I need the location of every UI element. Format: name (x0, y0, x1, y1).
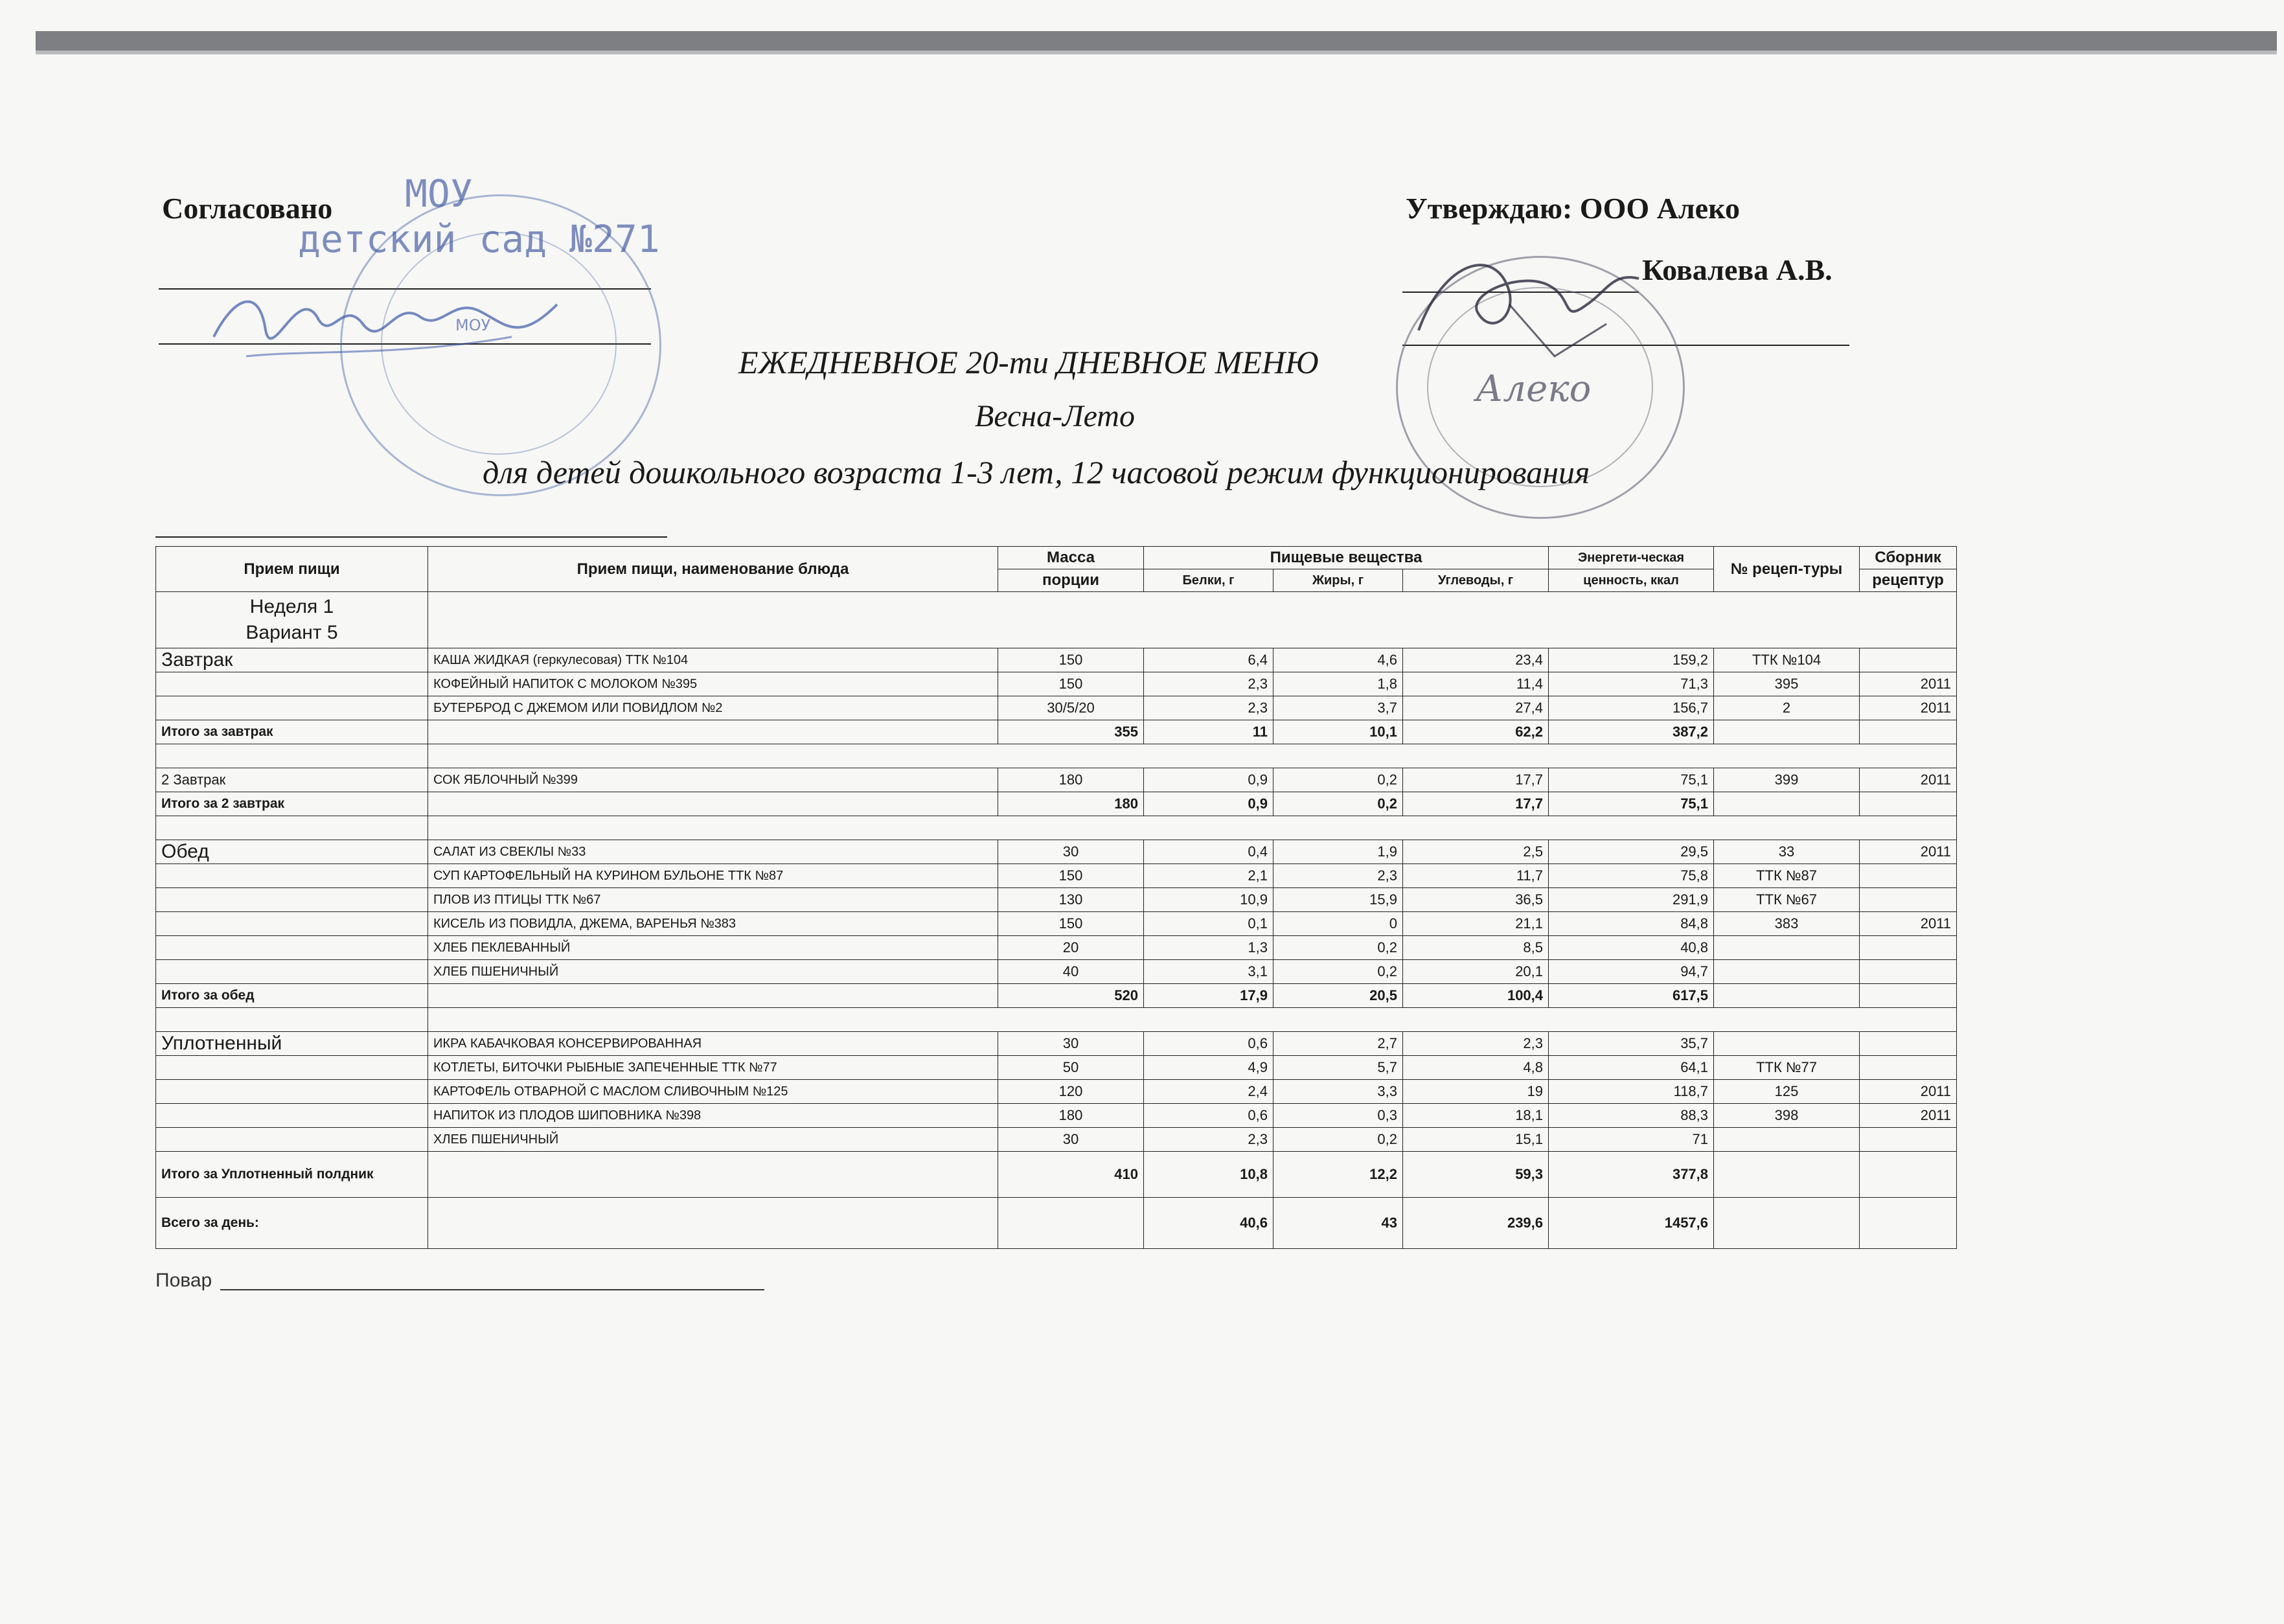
cell-collection (1860, 1032, 1957, 1056)
cell-recipe: ТТК №87 (1714, 864, 1860, 888)
table-row (156, 912, 1957, 936)
spacer-row (156, 1008, 1957, 1032)
cell-mass: 50 (998, 1056, 1144, 1080)
cell-dish: ПЛОВ ИЗ ПТИЦЫ ТТК №67 (428, 888, 998, 912)
cell-collection (1860, 1152, 1957, 1198)
cell-carbs: 11,4 (1403, 672, 1549, 696)
col-mass-2: порции (998, 569, 1144, 592)
cell-recipe: ТТК №67 (1714, 888, 1860, 912)
company-stamp-text: Алеко (1476, 368, 1592, 410)
menu-subtitle: для детей дошкольного возраста 1-3 лет, 12 часовой режим функционирования (483, 454, 1590, 490)
cell-energy: 64,1 (1549, 1056, 1714, 1080)
cell-fat: 15,9 (1273, 888, 1403, 912)
cell-meal (156, 888, 428, 912)
table-row (156, 960, 1957, 984)
cell-energy: 35,7 (1549, 1032, 1714, 1056)
cell-carbs: 17,7 (1403, 792, 1549, 816)
cell-protein: 2,3 (1144, 672, 1273, 696)
cell-recipe: 398 (1714, 1104, 1860, 1128)
cell-energy: 94,7 (1549, 960, 1714, 984)
menu-season: Весна-Лето (975, 399, 1135, 433)
col-meal: Прием пищи (156, 547, 428, 592)
col-energy-2: ценность, ккал (1549, 569, 1714, 592)
cell-dish (428, 1152, 998, 1198)
col-carbs: Углеводы, г (1403, 569, 1549, 592)
cell-energy: 159,2 (1549, 648, 1714, 672)
cell-protein: 0,1 (1144, 912, 1273, 936)
cell-carbs: 21,1 (1403, 912, 1549, 936)
approver-name: Ковалева А.В. (1642, 253, 1833, 286)
approve-label: Утверждаю: ООО Алеко (1406, 192, 1740, 225)
table-row (156, 696, 1957, 720)
agreed-label: Согласовано (162, 192, 333, 225)
cell-dish: ХЛЕБ ПШЕНИЧНЫЙ (428, 1128, 998, 1152)
cell-mass: 180 (998, 1104, 1144, 1128)
cell-mass: 410 (998, 1152, 1144, 1198)
col-nutrients: Пищевые вещества (1144, 547, 1549, 569)
spacer-row (156, 816, 1957, 840)
cell-fat: 10,1 (1273, 720, 1403, 744)
cell-carbs: 239,6 (1403, 1198, 1549, 1249)
cell-meal: 2 Завтрак (156, 768, 428, 792)
cell-carbs: 36,5 (1403, 888, 1549, 912)
total-row (156, 984, 1957, 1008)
cell-meal: Всего за день: (156, 1198, 428, 1249)
cell-fat: 2,3 (1273, 864, 1403, 888)
cell-collection (1860, 864, 1957, 888)
col-collection: Сборник (1860, 547, 1957, 569)
cell-meal: Итого за обед (156, 984, 428, 1008)
spacer-cell (428, 1008, 1957, 1032)
table-row (156, 1104, 1957, 1128)
cell-carbs: 59,3 (1403, 1152, 1549, 1198)
cell-meal: Итого за завтрак (156, 720, 428, 744)
week-label: Неделя 1 (249, 596, 334, 617)
cell-collection: 2011 (1860, 912, 1957, 936)
cell-fat: 2,7 (1273, 1032, 1403, 1056)
cell-meal (156, 864, 428, 888)
cell-fat: 12,2 (1273, 1152, 1403, 1198)
cell-protein: 3,1 (1144, 960, 1273, 984)
cell-mass: 30 (998, 840, 1144, 864)
cell-recipe (1714, 936, 1860, 960)
cell-carbs: 15,1 (1403, 1128, 1549, 1152)
cook-signature-line (220, 1289, 764, 1290)
cell-carbs: 100,4 (1403, 984, 1549, 1008)
cell-collection: 2011 (1860, 672, 1957, 696)
scan-edge-bar (36, 31, 2277, 53)
cell-carbs: 2,5 (1403, 840, 1549, 864)
cell-recipe (1714, 960, 1860, 984)
spacer-row (156, 744, 1957, 768)
right-handwritten-signature (1393, 233, 1665, 363)
cell-collection: 2011 (1860, 1104, 1957, 1128)
cell-mass (998, 1198, 1144, 1249)
cell-mass: 40 (998, 960, 1144, 984)
cell-collection: 2011 (1860, 696, 1957, 720)
stamp-org-line1: МОУ (405, 172, 473, 216)
cell-recipe (1714, 984, 1860, 1008)
cell-protein: 40,6 (1144, 1198, 1273, 1249)
cell-meal (156, 1056, 428, 1080)
cell-protein: 2,3 (1144, 696, 1273, 720)
cell-dish (428, 792, 998, 816)
cell-energy: 156,7 (1549, 696, 1714, 720)
cell-mass: 355 (998, 720, 1144, 744)
table-row (156, 864, 1957, 888)
cell-mass: 180 (998, 768, 1144, 792)
cell-dish: БУТЕРБРОД С ДЖЕМОМ ИЛИ ПОВИДЛОМ №2 (428, 696, 998, 720)
cell-mass: 150 (998, 672, 1144, 696)
cell-mass: 20 (998, 936, 1144, 960)
cell-collection (1860, 648, 1957, 672)
cell-energy: 75,1 (1549, 792, 1714, 816)
menu-title: ЕЖЕДНЕВНОЕ 20-ти ДНЕВНОЕ МЕНЮ (738, 344, 1319, 380)
cell-dish: КОФЕЙНЫЙ НАПИТОК С МОЛОКОМ №395 (428, 672, 998, 696)
cell-collection: 2011 (1860, 840, 1957, 864)
cell-protein: 0,4 (1144, 840, 1273, 864)
cell-fat: 20,5 (1273, 984, 1403, 1008)
week-spacer (428, 592, 1957, 648)
cell-fat: 3,7 (1273, 696, 1403, 720)
cell-dish: НАПИТОК ИЗ ПЛОДОВ ШИПОВНИКА №398 (428, 1104, 998, 1128)
cell-collection (1860, 888, 1957, 912)
cell-mass: 30 (998, 1128, 1144, 1152)
cell-dish: ХЛЕБ ПЕКЛЕВАННЫЙ (428, 936, 998, 960)
cell-recipe (1714, 1198, 1860, 1249)
cell-dish: КИСЕЛЬ ИЗ ПОВИДЛА, ДЖЕМА, ВАРЕНЬЯ №383 (428, 912, 998, 936)
cell-fat: 1,8 (1273, 672, 1403, 696)
cell-energy: 40,8 (1549, 936, 1714, 960)
cell-fat: 3,3 (1273, 1080, 1403, 1104)
col-recipe: № рецеп-туры (1714, 547, 1860, 592)
cell-carbs: 20,1 (1403, 960, 1549, 984)
cell-recipe: 2 (1714, 696, 1860, 720)
cell-dish: КАША ЖИДКАЯ (геркулесовая) ТТК №104 (428, 648, 998, 672)
cell-mass: 150 (998, 912, 1144, 936)
cell-meal (156, 1104, 428, 1128)
cell-meal (156, 1080, 428, 1104)
cell-recipe: 395 (1714, 672, 1860, 696)
spacer-cell (428, 816, 1957, 840)
total-row (156, 720, 1957, 744)
col-mass: Масса (998, 547, 1144, 569)
cell-mass: 520 (998, 984, 1144, 1008)
col-dish: Прием пищи, наименование блюда (428, 547, 998, 592)
cell-recipe: 383 (1714, 912, 1860, 936)
cell-collection (1860, 792, 1957, 816)
cell-collection (1860, 720, 1957, 744)
cell-energy: 1457,6 (1549, 1198, 1714, 1249)
cell-carbs: 17,7 (1403, 768, 1549, 792)
cell-energy: 118,7 (1549, 1080, 1714, 1104)
col-collection-2: рецептур (1860, 569, 1957, 592)
cell-fat: 0,2 (1273, 768, 1403, 792)
cell-recipe: ТТК №77 (1714, 1056, 1860, 1080)
cell-meal (156, 936, 428, 960)
cell-protein: 6,4 (1144, 648, 1273, 672)
table-row (156, 1032, 1957, 1056)
cell-protein: 1,3 (1144, 936, 1273, 960)
cell-energy: 29,5 (1549, 840, 1714, 864)
stamp-inner-text: МОУ (455, 316, 491, 334)
cell-protein: 10,9 (1144, 888, 1273, 912)
cook-label: Повар (155, 1270, 212, 1291)
table-row (156, 1080, 1957, 1104)
variant-label: Вариант 5 (246, 622, 338, 643)
cell-recipe (1714, 1032, 1860, 1056)
cell-recipe: 399 (1714, 768, 1860, 792)
cell-mass: 120 (998, 1080, 1144, 1104)
cell-energy: 71 (1549, 1128, 1714, 1152)
cell-carbs: 19 (1403, 1080, 1549, 1104)
cell-protein: 0,9 (1144, 792, 1273, 816)
cell-collection (1860, 984, 1957, 1008)
cell-dish: КОТЛЕТЫ, БИТОЧКИ РЫБНЫЕ ЗАПЕЧЕННЫЕ ТТК №77 (428, 1056, 998, 1080)
cell-protein: 17,9 (1144, 984, 1273, 1008)
cell-energy: 88,3 (1549, 1104, 1714, 1128)
cell-mass: 150 (998, 864, 1144, 888)
cell-protein: 2,3 (1144, 1128, 1273, 1152)
cell-energy: 75,8 (1549, 864, 1714, 888)
scan-edge-bar-shadow (36, 51, 2277, 54)
cell-meal: Завтрак (156, 648, 428, 672)
cell-fat: 4,6 (1273, 648, 1403, 672)
cell-meal: Обед (156, 840, 428, 864)
cell-fat: 1,9 (1273, 840, 1403, 864)
cell-collection (1860, 1198, 1957, 1249)
cell-recipe: 125 (1714, 1080, 1860, 1104)
table-row (156, 1128, 1957, 1152)
cell-dish (428, 984, 998, 1008)
col-protein: Белки, г (1144, 569, 1273, 592)
cell-carbs: 8,5 (1403, 936, 1549, 960)
cell-meal: Уплотненный (156, 1032, 428, 1056)
table-row (156, 888, 1957, 912)
col-energy: Энергети-ческая (1549, 547, 1714, 569)
cell-carbs: 11,7 (1403, 864, 1549, 888)
stamp-org-line2: детский сад №271 (298, 217, 660, 261)
cell-carbs: 2,3 (1403, 1032, 1549, 1056)
col-fat: Жиры, г (1273, 569, 1403, 592)
cell-collection (1860, 1056, 1957, 1080)
cell-meal (156, 1128, 428, 1152)
table-row (156, 672, 1957, 696)
cell-protein: 2,4 (1144, 1080, 1273, 1104)
cell-fat: 43 (1273, 1198, 1403, 1249)
cell-fat: 0,2 (1273, 960, 1403, 984)
cell-recipe (1714, 720, 1860, 744)
cell-dish: ИКРА КАБАЧКОВАЯ КОНСЕРВИРОВАННАЯ (428, 1032, 998, 1056)
cell-energy: 71,3 (1549, 672, 1714, 696)
menu-table (155, 546, 1957, 1249)
cell-protein: 4,9 (1144, 1056, 1273, 1080)
cell-mass: 30/5/20 (998, 696, 1144, 720)
spacer-cell (156, 1008, 428, 1032)
cell-recipe: ТТК №104 (1714, 648, 1860, 672)
cell-dish (428, 1198, 998, 1249)
table-row (156, 936, 1957, 960)
cell-carbs: 4,8 (1403, 1056, 1549, 1080)
total-row (156, 1198, 1957, 1249)
cell-protein: 0,9 (1144, 768, 1273, 792)
table-row (156, 648, 1957, 672)
cell-energy: 617,5 (1549, 984, 1714, 1008)
cell-carbs: 62,2 (1403, 720, 1549, 744)
table-row (156, 1056, 1957, 1080)
cell-energy: 84,8 (1549, 912, 1714, 936)
cell-recipe (1714, 1128, 1860, 1152)
cell-carbs: 18,1 (1403, 1104, 1549, 1128)
cell-dish: СУП КАРТОФЕЛЬНЫЙ НА КУРИНОМ БУЛЬОНЕ ТТК №87 (428, 864, 998, 888)
cell-mass: 180 (998, 792, 1144, 816)
cell-meal: Итого за Уплотненный полдник (156, 1152, 428, 1198)
cell-recipe (1714, 792, 1860, 816)
cell-recipe: 33 (1714, 840, 1860, 864)
cell-energy: 75,1 (1549, 768, 1714, 792)
spacer-cell (156, 816, 428, 840)
cell-mass: 130 (998, 888, 1144, 912)
cell-protein: 0,6 (1144, 1104, 1273, 1128)
cell-collection: 2011 (1860, 768, 1957, 792)
cell-collection (1860, 960, 1957, 984)
cell-fat: 0 (1273, 912, 1403, 936)
cell-fat: 0,2 (1273, 936, 1403, 960)
cell-carbs: 23,4 (1403, 648, 1549, 672)
cell-carbs: 27,4 (1403, 696, 1549, 720)
cell-meal (156, 960, 428, 984)
cell-fat: 0,2 (1273, 792, 1403, 816)
cell-recipe (1714, 1152, 1860, 1198)
cell-collection (1860, 1128, 1957, 1152)
total-row (156, 1152, 1957, 1198)
table-row (156, 840, 1957, 864)
cell-fat: 0,3 (1273, 1104, 1403, 1128)
cell-protein: 10,8 (1144, 1152, 1273, 1198)
title-underline (155, 536, 667, 538)
week-cell (156, 592, 428, 648)
left-handwritten-signature (207, 259, 570, 376)
cell-dish (428, 720, 998, 744)
spacer-cell (428, 744, 1957, 768)
cell-energy: 377,8 (1549, 1152, 1714, 1198)
cell-fat: 5,7 (1273, 1056, 1403, 1080)
cell-meal (156, 696, 428, 720)
cell-energy: 387,2 (1549, 720, 1714, 744)
cell-mass: 150 (998, 648, 1144, 672)
table-row (156, 768, 1957, 792)
cell-collection: 2011 (1860, 1080, 1957, 1104)
cell-meal: Итого за 2 завтрак (156, 792, 428, 816)
cell-protein: 11 (1144, 720, 1273, 744)
cell-fat: 0,2 (1273, 1128, 1403, 1152)
cell-dish: КАРТОФЕЛЬ ОТВАРНОЙ С МАСЛОМ СЛИВОЧНЫМ №125 (428, 1080, 998, 1104)
cell-dish: САЛАТ ИЗ СВЕКЛЫ №33 (428, 840, 998, 864)
cell-meal (156, 912, 428, 936)
cell-dish: СОК ЯБЛОЧНЫЙ №399 (428, 768, 998, 792)
cell-mass: 30 (998, 1032, 1144, 1056)
cell-dish: ХЛЕБ ПШЕНИЧНЫЙ (428, 960, 998, 984)
spacer-cell (156, 744, 428, 768)
total-row (156, 792, 1957, 816)
cell-energy: 291,9 (1549, 888, 1714, 912)
cell-protein: 0,6 (1144, 1032, 1273, 1056)
cell-meal (156, 672, 428, 696)
cell-protein: 2,1 (1144, 864, 1273, 888)
cell-collection (1860, 936, 1957, 960)
